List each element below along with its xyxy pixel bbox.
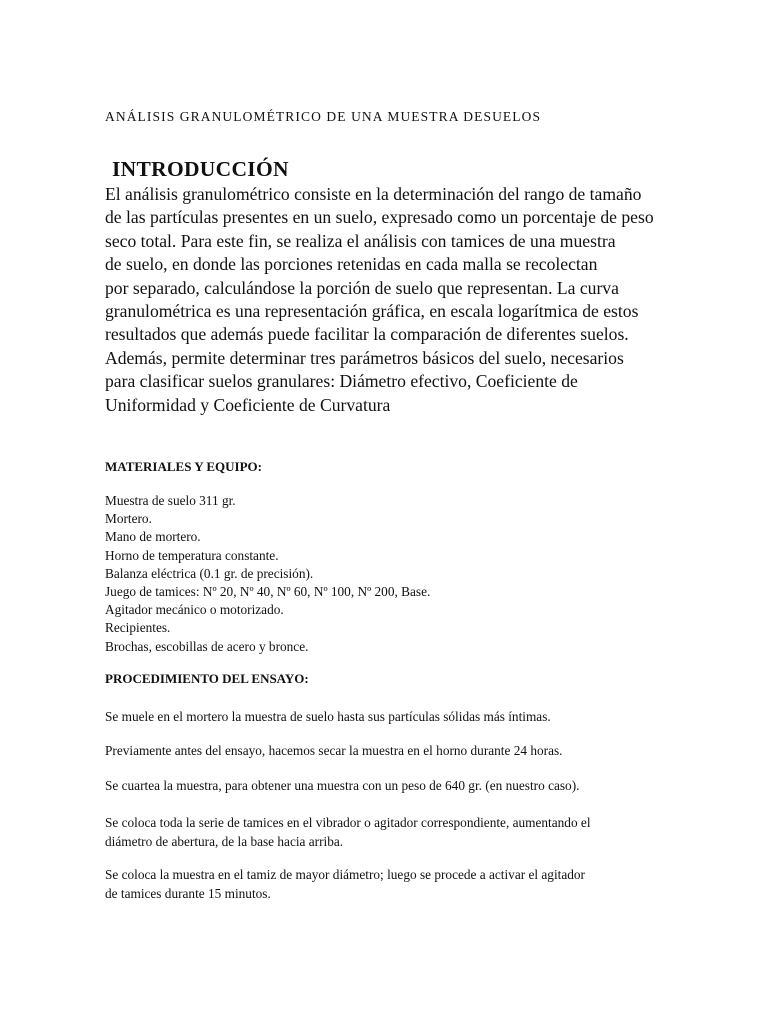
material-item: Brochas, escobillas de acero y bronce. xyxy=(105,638,309,654)
intro-line: Además, permite determinar tres parámetros básicos del suelo, necesarios xyxy=(105,347,624,368)
materials-list xyxy=(105,492,430,656)
procedure-step-line: Previamente antes del ensayo, hacemos secar la muestra en el horno durante 24 horas. xyxy=(105,743,563,758)
intro-line: de las partículas presentes en un suelo, expresado como un porcentaje de peso xyxy=(105,207,654,228)
procedure-step xyxy=(105,776,579,795)
intro-line: Uniformidad y Coeficiente de Curvatura xyxy=(105,394,391,415)
intro-line: de suelo, en donde las porciones retenidas en cada malla se recolectan xyxy=(105,254,598,275)
intro-line: resultados que además puede facilitar la comparación de diferentes suelos. xyxy=(105,324,629,345)
material-item: Balanza eléctrica (0.1 gr. de precisión). xyxy=(105,565,314,581)
procedure-step-line: Se cuartea la muestra, para obtener una muestra con un peso de 640 gr. (en nuestro caso). xyxy=(105,778,580,793)
intro-line: El análisis granulométrico consiste en la determinación del rango de tamaño xyxy=(105,184,642,204)
document-title: ANÁLISIS GRANULOMÉTRICO DE UNA MUESTRA DESUELOS xyxy=(105,109,542,124)
procedure-step-line: Se muele en el mortero la muestra de suelo hasta sus partículas sólidas más íntimas. xyxy=(105,709,551,724)
introduction-paragraph xyxy=(105,183,665,417)
material-item: Mano de mortero. xyxy=(105,529,201,545)
procedure-heading: PROCEDIMIENTO DEL ENSAYO: xyxy=(105,671,309,686)
materials-heading: MATERIALES Y EQUIPO: xyxy=(105,459,262,474)
intro-line: granulométrica es una representación gráfica, en escala logarítmica de estos xyxy=(105,301,639,322)
intro-line: para clasificar suelos granulares: Diámetro efectivo, Coeficiente de xyxy=(105,371,578,392)
procedure-step xyxy=(105,865,585,903)
introduction-heading: INTRODUCCIÓN xyxy=(112,157,289,181)
material-item: Juego de tamices: Nº 20, Nº 40, Nº 60, Nº 100, Nº 200, Base. xyxy=(105,584,431,600)
intro-line: seco total. Para este fin, se realiza el análisis con tamices de una muestra xyxy=(105,230,616,251)
intro-line: por separado, calculándose la porción de suelo que representan. La curva xyxy=(105,277,619,298)
procedure-step-line: diámetro de abertura, de la base hacia arriba. xyxy=(105,834,344,849)
material-item: Horno de temperatura constante. xyxy=(105,547,279,563)
procedure-step xyxy=(105,741,562,760)
procedure-step xyxy=(105,813,591,851)
procedure-step-line: Se coloca la muestra en el tamiz de mayor diámetro; luego se procede a activar el agitador xyxy=(105,867,585,882)
procedure-step-line: de tamices durante 15 minutos. xyxy=(105,886,271,901)
material-item: Agitador mecánico o motorizado. xyxy=(105,602,284,618)
material-item: Recipientes. xyxy=(105,620,171,636)
material-item: Muestra de suelo 311 gr. xyxy=(105,493,236,508)
procedure-step-line: Se coloca toda la serie de tamices en el vibrador o agitador correspondiente, aumentando el xyxy=(105,815,591,830)
material-item: Mortero. xyxy=(105,511,152,527)
procedure-step xyxy=(105,707,551,726)
